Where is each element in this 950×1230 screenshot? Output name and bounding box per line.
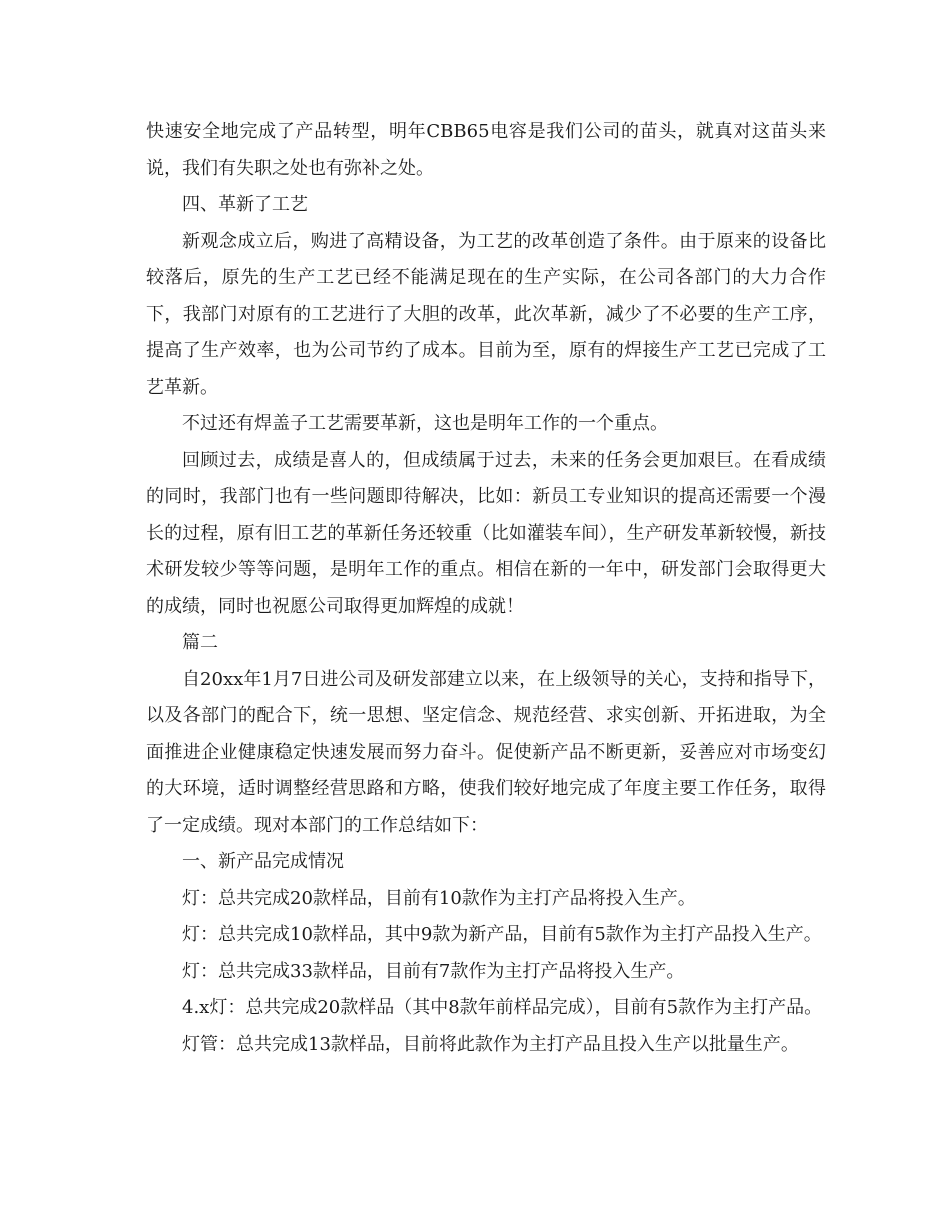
section-heading-process: 四、革新了工艺 <box>182 194 308 215</box>
list-item-lamp-2: 灯：总共完成10款样品，其中9款为新产品，目前有5款作为主打产品投入生产。 <box>182 924 822 945</box>
list-item-lamp-4: 4.x灯：总共完成20款样品（其中8款年前样品完成），目前有5款作为主打产品。 <box>182 997 823 1018</box>
document-body <box>146 114 826 1063</box>
paragraph-intro: 自20xx年1月7日进公司及研发部建立以来，在上级领导的关心，支持和指导下，以及各部门的配合下，统一思想、坚定信念、规范经营、求实创新、开拓进取，为全面推进企业健康稳定快速发展而努力奋斗。促使新产品不断更新，妥善应对市场变幻的大环境，适时调整经营思路和方略，使我们较好地完成了年度主要工作任务，取得了一定成绩。现对本部门的工作总结如下： <box>146 668 826 836</box>
part-two-heading: 篇二 <box>182 632 218 653</box>
paragraph-review: 回顾过去，成绩是喜人的，但成绩属于过去，未来的任务会更加艰巨。在看成绩的同时，我部门也有一些问题即待解决，比如：新员工专业知识的提高还需要一个漫长的过程，原有旧工艺的革新任务还较重（比如灌装车间），生产研发革新较慢，新技术研发较少等等问题，是明年工作的重点。相信在新的一年中，研发部门会取得更大的成绩，同时也祝愿公司取得更加辉煌的成就！ <box>146 449 826 617</box>
paragraph-process-note: 不过还有焊盖子工艺需要革新，这也是明年工作的一个重点。 <box>182 413 668 434</box>
paragraph-process: 新观念成立后，购进了高精设备，为工艺的改革创造了条件。由于原来的设备比较落后，原先的生产工艺已经不能满足现在的生产实际，在公司各部门的大力合作下，我部门对原有的工艺进行了大胆的改革，此次革新，减少了不必要的生产工序，提高了生产效率，也为公司节约了成本。目前为至，原有的焊接生产工艺已完成了工艺革新。 <box>146 230 826 398</box>
section-heading-new-products: 一、新产品完成情况 <box>182 851 344 872</box>
list-item-lamp-tube: 灯管：总共完成13款样品，目前将此款作为主打产品且投入生产以批量生产。 <box>182 1033 799 1055</box>
list-item-lamp-3: 灯：总共完成33款样品，目前有7款作为主打产品将投入生产。 <box>182 960 685 982</box>
paragraph-continuation: 快速安全地完成了产品转型，明年CBB65电容是我们公司的苗头，就真对这苗头来说，我们有失职之处也有弥补之处。 <box>146 121 826 179</box>
list-item-lamp-1: 灯：总共完成20款样品，目前有10款作为主打产品将投入生产。 <box>182 887 696 909</box>
